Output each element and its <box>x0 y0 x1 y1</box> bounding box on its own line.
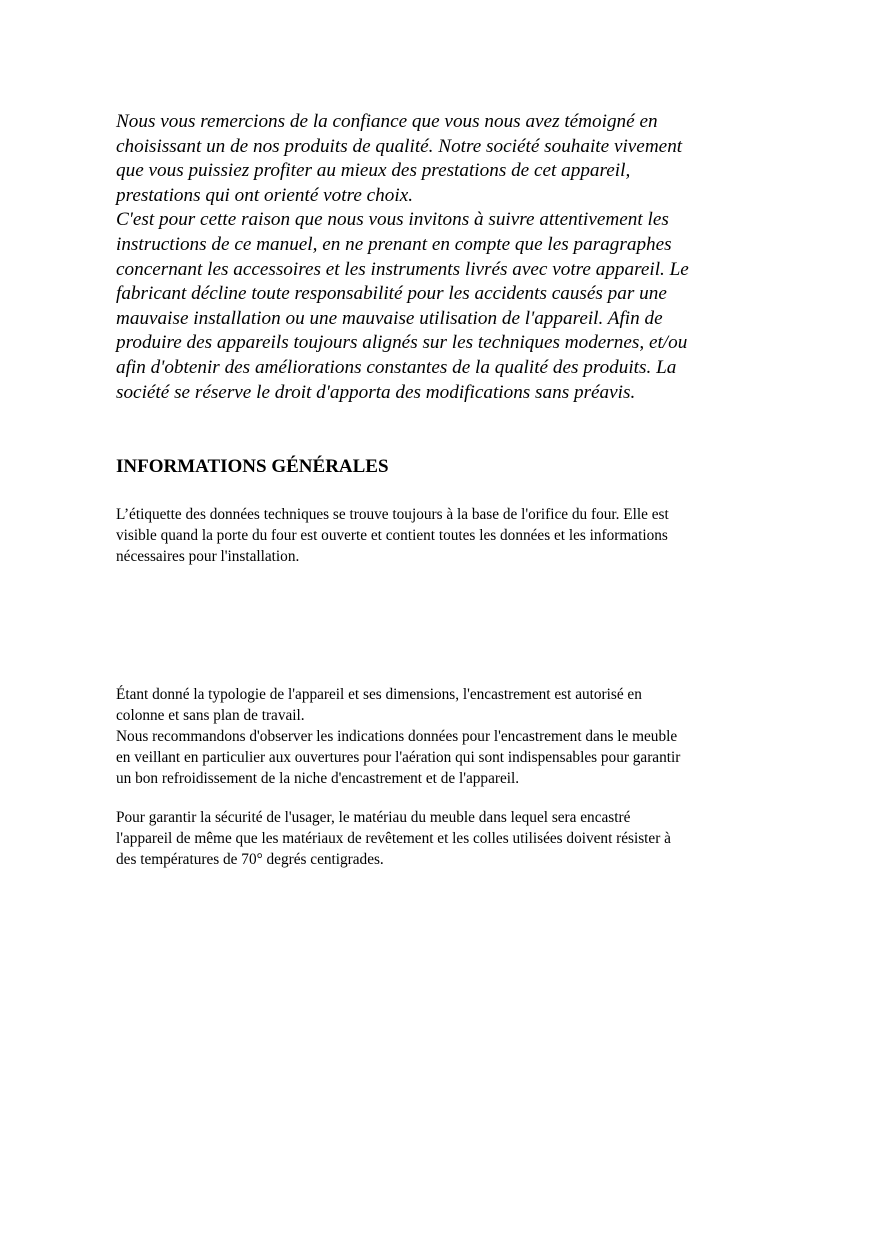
paragraph-technical-label: L’étiquette des données techniques se trouve toujours à la base de l'orifice du four. Elle est visible quand la porte du four est ouverte et contient toutes les données et les informations nécessaires pour l'installation. <box>116 506 669 565</box>
intro-paragraph-instructions: C'est pour cette raison que nous vous invitons à suivre attentivement les instructions de ce manuel, en ne prenant en compte que les paragraphes concernant les accessoires et les instruments livrés avec votre appareil. Le fabricant décline toute responsabilité pour les accidents causés par une mauvaise installation ou une mauvaise utilisation de l'appareil. Afin de produire des appareils toujours alignés sur les techniques modernes, et/ou afin d'obtenir des améliorations constantes de la qualité des produits. La société se réserve le droit d'apporta des modifications sans préavis. <box>116 209 689 403</box>
intro-paragraph-thanks: Nous vous remercions de la confiance que vous nous avez témoigné en choisissant un de nos produits de qualité. Notre société souhaite vivement que vous puissiez profiter au mieux des prestations de cet appareil, prestations qui ont orienté votre choix. <box>116 111 683 206</box>
paragraph-safety: Pour garantir la sécurité de l'usager, le matériau du meuble dans lequel sera encastré l'appareil de même que les matériaux de revêtement et les colles utilisées doivent résister à des températures de 70° degrés centigrades. <box>116 809 671 868</box>
paragraph-installation: Étant donné la typologie de l'appareil et ses dimensions, l'encastrement est autorisé en colonne et sans plan de travail. Nous recommandons d'observer les indications données pour l'encastrement dans le meuble en veillant en particulier aux ouvertures pour l'aération qui sont indispensables pour garantir un bon refroidissement de la niche d'encastrement et de l'appareil. <box>116 686 681 787</box>
intro-section <box>116 110 756 405</box>
section-heading: INFORMATIONS GÉNÉRALES <box>116 456 389 477</box>
